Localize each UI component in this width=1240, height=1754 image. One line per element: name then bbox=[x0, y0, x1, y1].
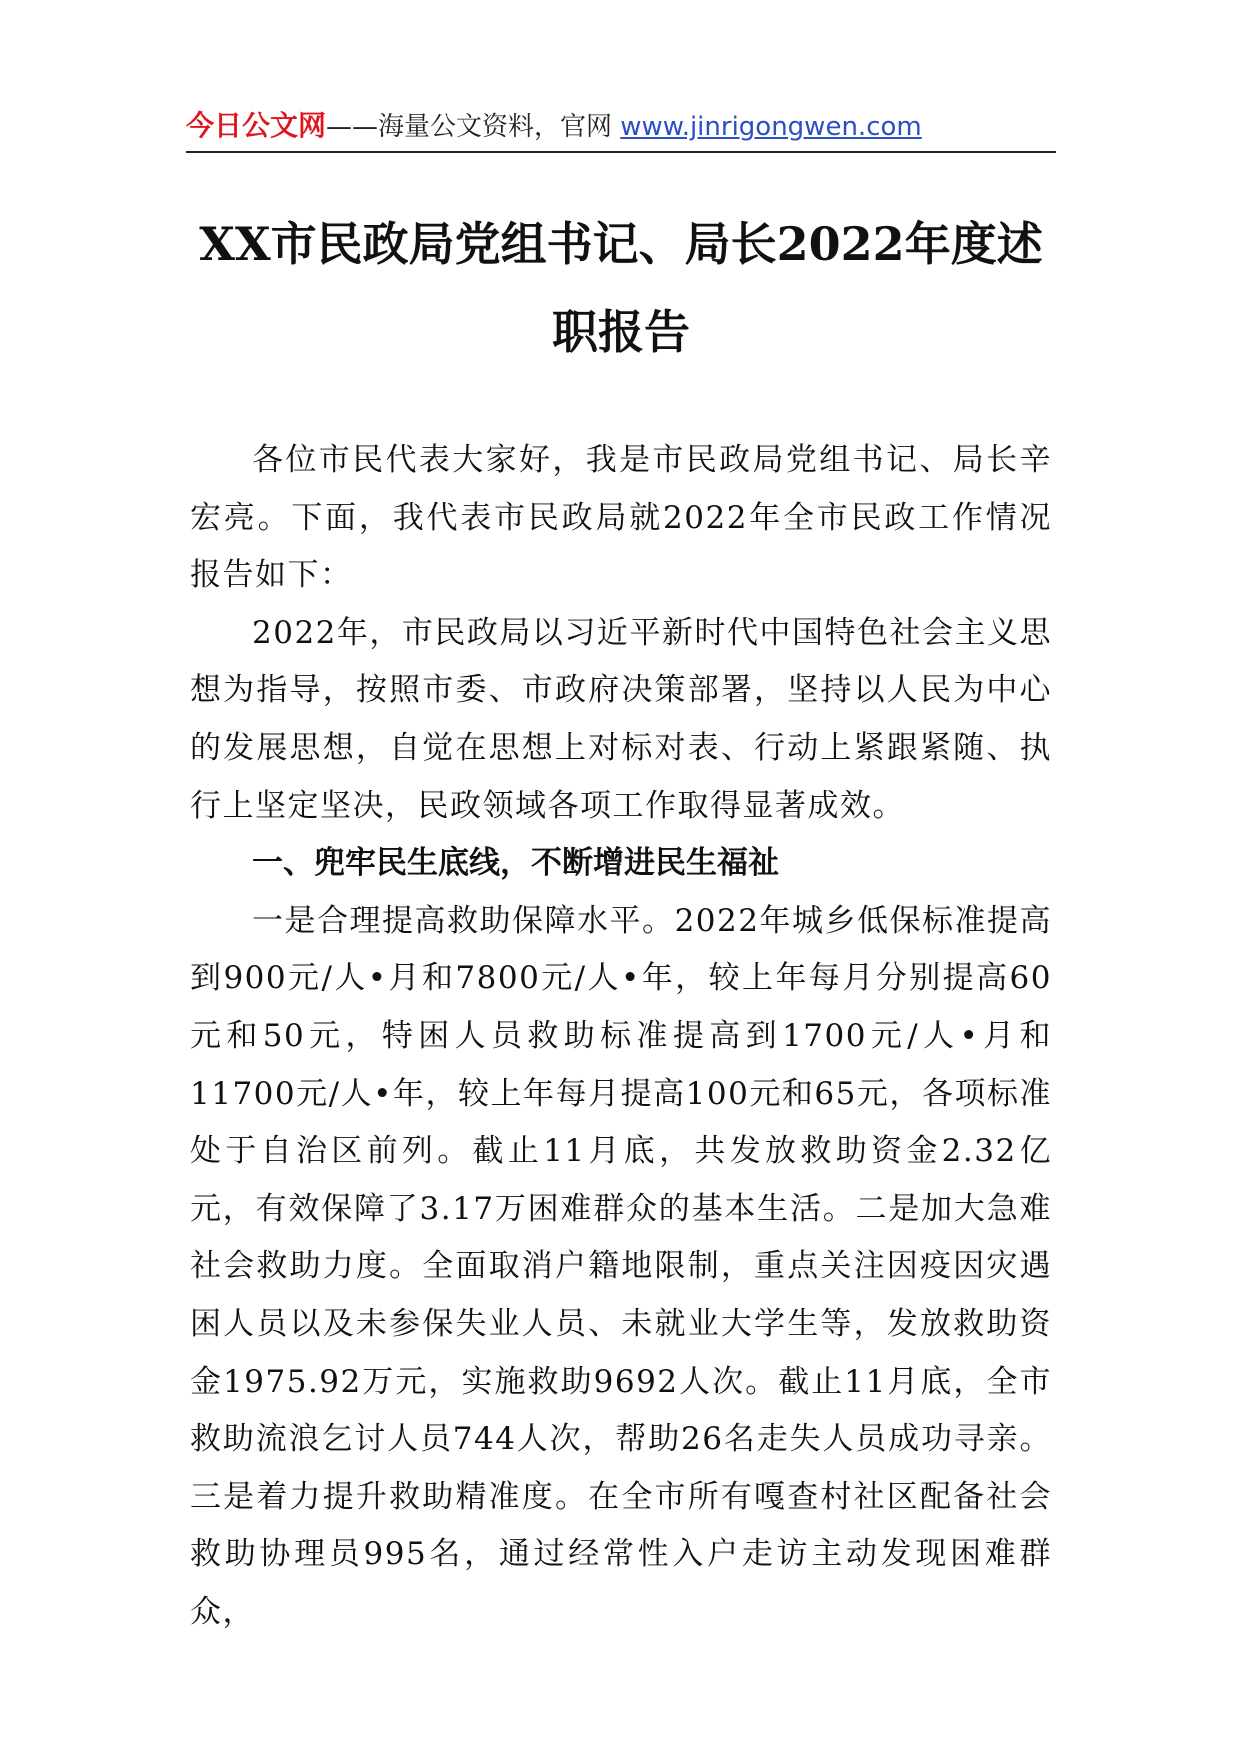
site-brand[interactable]: 今日公文网 bbox=[186, 109, 327, 142]
document-title: XX市民政局党组书记、局长2022年度述职报告 bbox=[199, 217, 1043, 359]
site-tagline: ——海量公文资料，官网 bbox=[326, 112, 621, 142]
summary-paragraph: 2022年，市民政局以习近平新时代中国特色社会主义思想为指导，按照市委、市政府决策部署，坚持以人民为中心的发展思想，自觉在思想上对标对表、行动上紧跟紧随、执行上坚定坚决，民政领域各项工作取得显著成效。 bbox=[190, 614, 1052, 824]
section-heading: 一、兜牢民生底线，不断增进民生福祉 bbox=[252, 845, 779, 882]
document-body bbox=[190, 432, 1052, 1641]
section-paragraph: 一是合理提高救助保障水平。2022年城乡低保标准提高到900元/人•月和7800元/人•年，较上年每月分别提高60元和50元，特困人员救助标准提高到1700元/人•月和11700元/人•年，较上年每月提高100元和65元，各项标准处于自治区前列。截止11月底，共发放救助资金2.32亿元，有效保障了3.17万困难群众的基本生活。二是加大急难社会救助力度。全面取消户籍地限制，重点关注因疫因灾遇困人员以及未参保失业人员、未就业大学生等，发放救助资金1975.92万元，实施救助9692人次。截止11月底，全市救助流浪乞讨人员744人次，帮助26名走失人员成功寻亲。三是着力提升救助精准度。在全市所有嘎查村社区配备社会救助协理员995名，通过经常性入户走访主动发现困难群众， bbox=[190, 902, 1052, 1630]
site-header bbox=[186, 104, 1056, 150]
intro-paragraph: 各位市民代表大家好，我是市民政局党组书记、局长辛宏亮。下面，我代表市民政局就2022年全市民政工作情况报告如下： bbox=[190, 442, 1052, 594]
site-url-link[interactable]: www.jinrigongwen.com bbox=[620, 112, 922, 142]
header-divider bbox=[186, 151, 1056, 153]
